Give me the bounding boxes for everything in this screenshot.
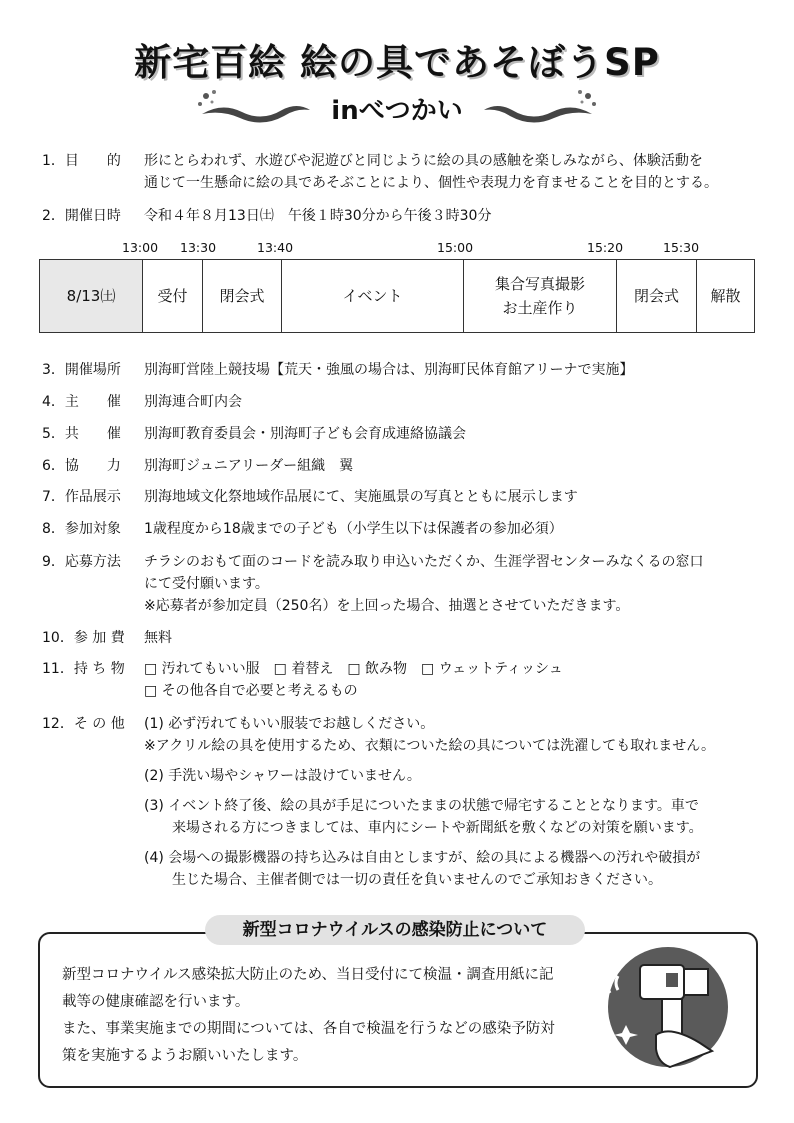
note: (1) 必ず汚れてもいい服装でお越しください。: [144, 716, 435, 732]
schedule-cell-line: お土産作り: [502, 299, 578, 317]
item-text: 形にとらわれず、水遊びや泥遊びと同じように絵の具の感触を楽しみながら、体験活動を: [144, 153, 703, 169]
item-text: チラシのおもて面のコードを読み取り申込いただくか、生涯学習センターみなくるの窓口: [144, 554, 704, 570]
schedule-cell: イベント: [282, 260, 464, 333]
item-text: 1歳程度から18歳までの子ども（小学生以下は保護者の参加必須）: [144, 521, 563, 537]
item-label: 10．参 加 費: [42, 630, 125, 646]
item-text: 別海町ジュニアリーダー組織 翼: [144, 458, 354, 474]
item-label: 6．協 力: [42, 458, 121, 474]
subtitle: inべつかい: [331, 96, 463, 126]
note: (2) 手洗い場やシャワーは設けていません。: [144, 768, 421, 784]
covid-notice-text: [62, 962, 602, 1070]
item-text: 別海連合町内会: [144, 394, 242, 410]
item-label: 11．持 ち 物: [42, 661, 125, 677]
item-label: 3．開催場所: [42, 362, 121, 378]
note: (3) イベント終了後、絵の具が手足についたままの状態で帰宅することとなります。車で: [144, 798, 699, 814]
schedule-cell: 閉会式: [203, 260, 282, 333]
item-text: 別海地域文化祭地域作品展にて、実施風景の写真とともに展示します: [144, 489, 578, 505]
item-text: 無料: [144, 630, 172, 646]
note: 来場される方につきましては、車内にシートや新聞紙を敷くなどの対策を願います。: [144, 820, 703, 836]
wave-ornament-right-icon: [482, 88, 602, 128]
item-label: 12．そ の 他: [42, 716, 125, 732]
thermometer-gun-icon: [600, 943, 736, 1071]
covid-line: 策を実施するようお願いいたします。: [62, 1048, 308, 1064]
item-note: ※応募者が参加定員（250名）を上回った場合、抽選とさせていただきます。: [144, 598, 630, 614]
item-label: 5．共 催: [42, 426, 121, 442]
schedule-times: [0, 240, 794, 258]
time-label: 13:30: [180, 240, 217, 255]
item-label: 7．作品展示: [42, 489, 121, 505]
item-text: 別海町営陸上競技場【荒天・強風の場合は、別海町民体育館アリーナで実施】: [144, 362, 634, 378]
item-label: 4．主 催: [42, 394, 121, 410]
time-label: 15:30: [663, 240, 700, 255]
schedule-date: 8/13㈯: [40, 260, 143, 333]
item-text: にて受付願います。: [144, 576, 269, 592]
item-text: 別海町教育委員会・別海町子ども会育成連絡協議会: [144, 426, 466, 442]
schedule-cell: 解散: [697, 260, 755, 333]
schedule-table: [39, 259, 755, 333]
time-label: 15:00: [437, 240, 474, 255]
schedule-cell: 閉会式: [617, 260, 697, 333]
item-text: 通じて一生懸命に絵の具であそぶことにより、個性や表現力を育ませることを目的とする。: [144, 175, 718, 191]
covid-line: また、事業実施までの期間については、各自で検温を行うなどの感染予防対: [62, 1021, 555, 1037]
item-label: 8．参加対象: [42, 521, 121, 537]
schedule-cell: [464, 260, 617, 333]
covid-line: 載等の健康確認を行います。: [62, 994, 250, 1010]
item-text: 令和４年８月13日㈯ 午後１時30分から午後３時30分: [144, 208, 492, 224]
note: (4) 会場への撮影機器の持ち込みは自由としますが、絵の具による機器への汚れや破損が: [144, 850, 701, 866]
item-label: 1．目 的: [42, 153, 121, 169]
covid-notice-heading: 新型コロナウイルスの感染防止について: [205, 915, 585, 945]
time-label: 13:40: [257, 240, 294, 255]
item-text: □ 汚れてもいい服 □ 着替え □ 飲み物 □ ウェットティッシュ: [144, 661, 563, 677]
item-label: 9．応募方法: [42, 554, 121, 570]
time-label: 15:20: [587, 240, 624, 255]
note: ※アクリル絵の具を使用するため、衣類についた絵の具については洗濯しても取れません。: [144, 738, 716, 754]
item-label: 2．開催日時: [42, 208, 121, 224]
schedule-cell: 受付: [143, 260, 203, 333]
item-text: □ その他各自で必要と考えるもの: [144, 683, 358, 699]
note: 生じた場合、主催者側では一切の責任を負いませんのでご承知おきください。: [144, 872, 662, 888]
schedule-cell-line: 集合写真撮影: [494, 275, 585, 293]
covid-line: 新型コロナウイルス感染拡大防止のため、当日受付にて検温・調査用紙に記: [62, 967, 554, 983]
time-label: 13:00: [122, 240, 159, 255]
subtitle-row: [0, 88, 794, 128]
page-title: 新宅百絵 絵の具であそぼうSP: [134, 41, 660, 84]
